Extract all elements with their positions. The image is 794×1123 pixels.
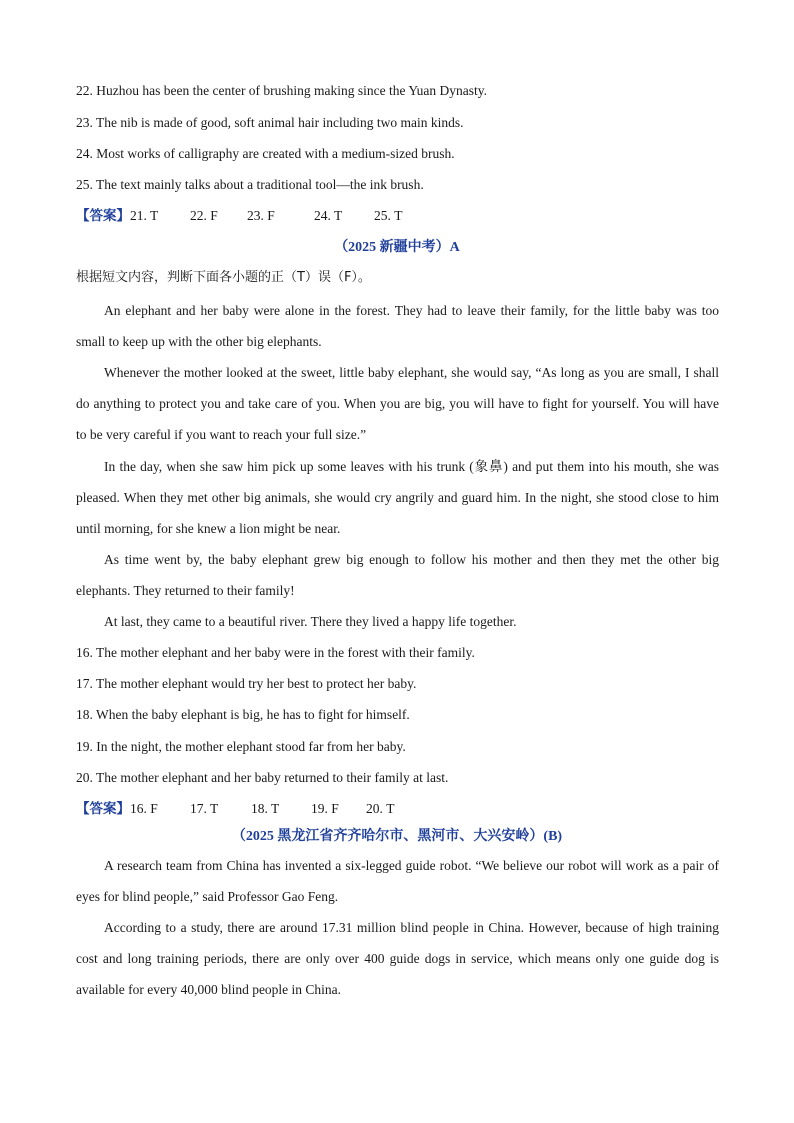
paragraph-5: At last, they came to a beautiful river. There they lived a happy life together. [104,614,517,629]
section-heading-xinjiang: （2025 新疆中考）A [334,240,460,255]
section-heading-heilongjiang: （2025 黑龙江省齐齐哈尔市、黑河市、大兴安岭）(B) [231,829,563,844]
answer-value: 22. F [190,208,218,223]
answer-value: 21. T [130,208,159,223]
answer-value: 25. T [374,208,403,223]
question-23: 23. The nib is made of good, soft animal hair including two main kinds. [76,115,464,130]
answer-value: 20. T [366,801,395,816]
question-18: 18. When the baby elephant is big, he has to fight for himself. [76,707,410,722]
answer-value: 17. T [190,801,219,816]
answer-label: 【答案】 [76,801,130,816]
question-19: 19. In the night, the mother elephant stood far from her baby. [76,739,406,754]
question-16: 16. The mother elephant and her baby were in the forest with their family. [76,645,475,660]
paragraph-robot-2: According to a study, there are around 17.31 million blind people in China. However, because of high training cost and long training periods, there are only over 400 guide dogs in service, which means only one guide dog is available for every 40,000 blind people in China. [76,920,719,997]
paragraph-4: As time went by, the baby elephant grew big enough to follow his mother and then they met the other big elephants. They returned to their family! [76,552,719,598]
question-25: 25. The text mainly talks about a traditional tool—the ink brush. [76,177,424,192]
question-20: 20. The mother elephant and her baby returned to their family at last. [76,770,449,785]
paragraph-1: An elephant and her baby were alone in the forest. They had to leave their family, for the little baby was too small to keep up with the other big elephants. [76,303,719,349]
paragraph-robot-1: A research team from China has invented a six-legged guide robot. “We believe our robot will work as a pair of eyes for blind people,” said Professor Gao Feng. [76,858,719,904]
question-17: 17. The mother elephant would try her best to protect her baby. [76,676,417,691]
answer-value: 23. F [247,208,275,223]
answer-value: 16. F [130,801,158,816]
answer-value: 18. T [251,801,280,816]
paragraph-2: Whenever the mother looked at the sweet, little baby elephant, she would say, “As long as you are small, I shall do anything to protect you and take care of you. When you are big, you will have to fight for yourself. You will have to be very careful if you want to reach your full size.” [76,365,719,442]
paragraph-3: In the day, when she saw him pick up some leaves with his trunk (象鼻) and put them into his mouth, she was pleased. When they met other big animals, she would cry angrily and guard him. In the night, she stood close to him until morning, for she knew a lion might be near. [76,459,719,536]
question-24: 24. Most works of calligraphy are created with a medium-sized brush. [76,146,455,161]
question-22: 22. Huzhou has been the center of brushing making since the Yuan Dynasty. [76,83,488,98]
answer-value: 24. T [314,208,343,223]
answer-row-1 [76,206,403,226]
answer-value: 19. F [311,801,339,816]
answer-row-2 [76,799,395,819]
instruction: 根据短文内容，判断下面各小题的正（T）误（F）。 [76,270,371,285]
answer-label: 【答案】 [76,208,130,223]
